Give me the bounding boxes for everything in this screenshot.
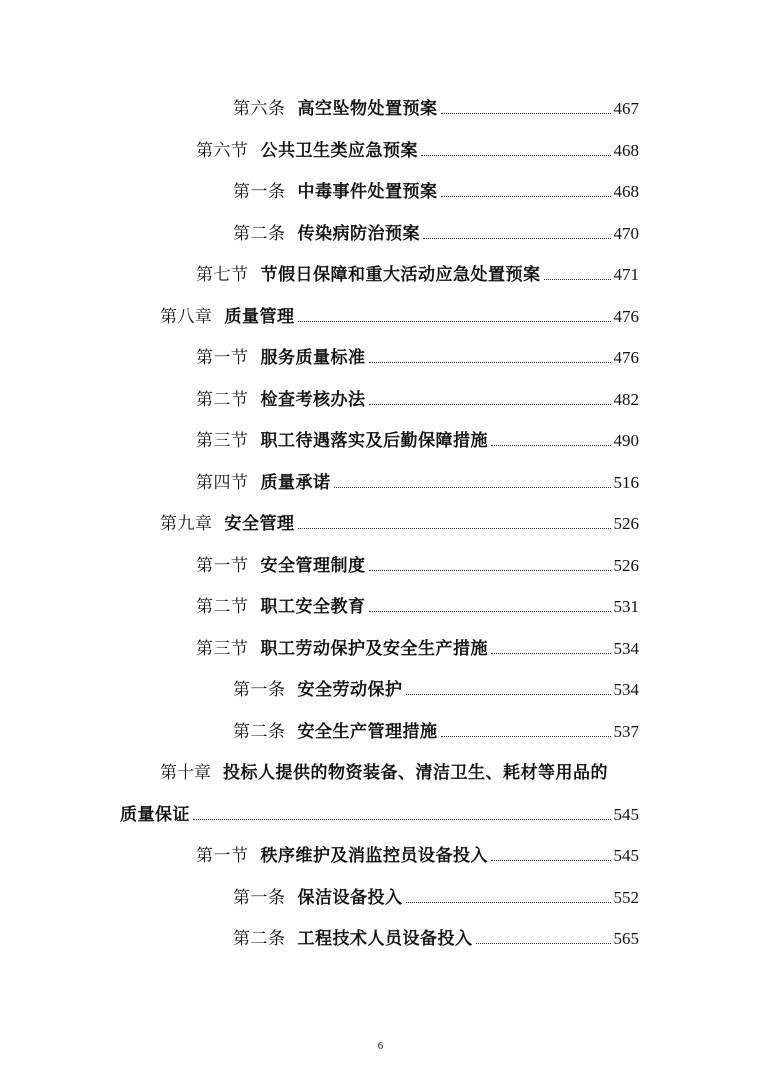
toc-entry[interactable]	[233, 96, 639, 122]
toc-entry-label: 第八章	[160, 307, 213, 327]
toc-dot-leader	[369, 362, 611, 363]
toc-entry-label: 第一节	[196, 348, 249, 368]
toc-entry-page: 526	[613, 514, 639, 533]
toc-entry-label: 第二节	[196, 597, 249, 617]
toc-entry[interactable]	[233, 885, 639, 911]
toc-dot-leader	[369, 570, 611, 571]
toc-entry-label: 第一条	[233, 888, 286, 908]
toc-entry-page: 545	[613, 846, 639, 865]
toc-entry[interactable]	[196, 138, 639, 164]
toc-dot-leader	[441, 736, 611, 737]
toc-entry[interactable]	[196, 843, 639, 869]
toc-entry-page: 468	[613, 141, 639, 160]
toc-entry-title: 秩序维护及消监控员设备投入	[260, 846, 488, 866]
toc-dot-leader	[491, 860, 611, 861]
page-number: 6	[377, 1040, 384, 1052]
toc-entry-title: 安全管理制度	[260, 556, 366, 576]
toc-entry-page: 531	[613, 597, 639, 616]
toc-entry-label: 第十章	[160, 763, 211, 783]
toc-entry-title: 工程技术人员设备投入	[297, 929, 473, 949]
toc-entry-page: 534	[613, 680, 639, 699]
toc-entry-label: 第二条	[233, 722, 286, 742]
toc-dot-leader	[476, 943, 611, 944]
toc-entry-label: 第二节	[196, 390, 249, 410]
toc-entry-label: 第九章	[160, 514, 213, 534]
toc-dot-leader	[423, 238, 611, 239]
toc-entry[interactable]	[196, 428, 639, 454]
toc-entry-page: 516	[613, 473, 639, 492]
toc-dot-leader	[369, 611, 611, 612]
toc-entry-wrapped-line1[interactable]	[160, 760, 639, 786]
toc-dot-leader	[491, 653, 611, 654]
toc-entry-page: 565	[613, 929, 639, 948]
toc-dot-leader	[334, 487, 611, 488]
toc-entry-page: 476	[613, 307, 639, 326]
toc-dot-leader	[441, 196, 611, 197]
toc-entry[interactable]	[196, 262, 639, 288]
toc-entry[interactable]	[196, 345, 639, 371]
toc-entry-title: 保洁设备投入	[297, 888, 403, 908]
toc-entry-title: 节假日保障和重大活动应急处置预案	[260, 265, 541, 285]
toc-entry[interactable]	[233, 926, 639, 952]
toc-entry-page: 482	[613, 390, 639, 409]
toc-entry[interactable]	[233, 677, 639, 703]
toc-entry-label: 第六条	[233, 99, 286, 119]
toc-dot-leader	[544, 279, 611, 280]
toc-dot-leader	[406, 902, 611, 903]
toc-entry[interactable]	[196, 636, 639, 662]
toc-entry-label: 第一节	[196, 846, 249, 866]
toc-entry[interactable]	[160, 511, 639, 537]
toc-dot-leader	[369, 404, 611, 405]
toc-entry-title: 传染病防治预案	[297, 224, 420, 244]
toc-entry-title: 职工待遇落实及后勤保障措施	[260, 431, 488, 451]
toc-entry-page: 467	[613, 99, 639, 118]
toc-entry-title: 检查考核办法	[260, 390, 366, 410]
toc-entry-label: 第四节	[196, 473, 249, 493]
toc-entry-title: 高空坠物处置预案	[297, 99, 438, 119]
toc-entry[interactable]	[233, 221, 639, 247]
toc-dot-leader	[491, 445, 611, 446]
toc-entry-title: 投标人提供的物资装备、清洁卫生、耗材等用品的	[223, 763, 608, 783]
toc-entry-label: 第一节	[196, 556, 249, 576]
toc-entry-wrapped-line2[interactable]	[120, 802, 639, 828]
toc-entry[interactable]	[196, 594, 639, 620]
toc-dot-leader	[441, 113, 611, 114]
toc-dot-leader	[421, 155, 611, 156]
toc-entry-page: 468	[613, 182, 639, 201]
toc-entry-page: 552	[613, 888, 639, 907]
toc-entry[interactable]	[196, 387, 639, 413]
toc-entry-label: 第二条	[233, 224, 286, 244]
toc-entry-label: 第三节	[196, 639, 249, 659]
toc-dot-leader	[193, 819, 611, 820]
toc-entry-page: 471	[613, 265, 639, 284]
toc-entry-title: 安全管理	[224, 514, 295, 534]
toc-entry[interactable]	[196, 553, 639, 579]
toc-entry[interactable]	[196, 470, 639, 496]
toc-entry-page: 490	[613, 431, 639, 450]
toc-entry-title: 安全生产管理措施	[297, 722, 438, 742]
toc-entry[interactable]	[160, 304, 639, 330]
toc-entry-page: 526	[613, 556, 639, 575]
toc-entry-label: 第一条	[233, 182, 286, 202]
toc-entry-label: 第一条	[233, 680, 286, 700]
toc-entry-page: 476	[613, 348, 639, 367]
toc-entry-title: 安全劳动保护	[297, 680, 403, 700]
toc-entry-label: 第七节	[196, 265, 249, 285]
toc-entry-title: 质量管理	[224, 307, 295, 327]
toc-entry-title: 质量承诺	[260, 473, 331, 493]
toc-entry-page: 470	[613, 224, 639, 243]
toc-dot-leader	[298, 528, 611, 529]
toc-entry[interactable]	[233, 179, 639, 205]
toc-entry-title: 质量保证	[120, 805, 190, 825]
toc-entry-title: 公共卫生类应急预案	[260, 141, 418, 161]
toc-dot-leader	[298, 321, 611, 322]
toc-entry-title: 服务质量标准	[260, 348, 366, 368]
toc-entry-page: 545	[613, 805, 639, 824]
toc-dot-leader	[406, 694, 611, 695]
toc-entry-label: 第六节	[196, 141, 249, 161]
toc-entry-page: 534	[613, 639, 639, 658]
toc-entry[interactable]	[233, 719, 639, 745]
toc-entry-title: 职工安全教育	[260, 597, 366, 617]
toc-entry-title: 职工劳动保护及安全生产措施	[260, 639, 488, 659]
toc-entry-page: 537	[613, 722, 639, 741]
toc-entry-label: 第二条	[233, 929, 286, 949]
toc-entry-title: 中毒事件处置预案	[297, 182, 438, 202]
toc-entry-label: 第三节	[196, 431, 249, 451]
